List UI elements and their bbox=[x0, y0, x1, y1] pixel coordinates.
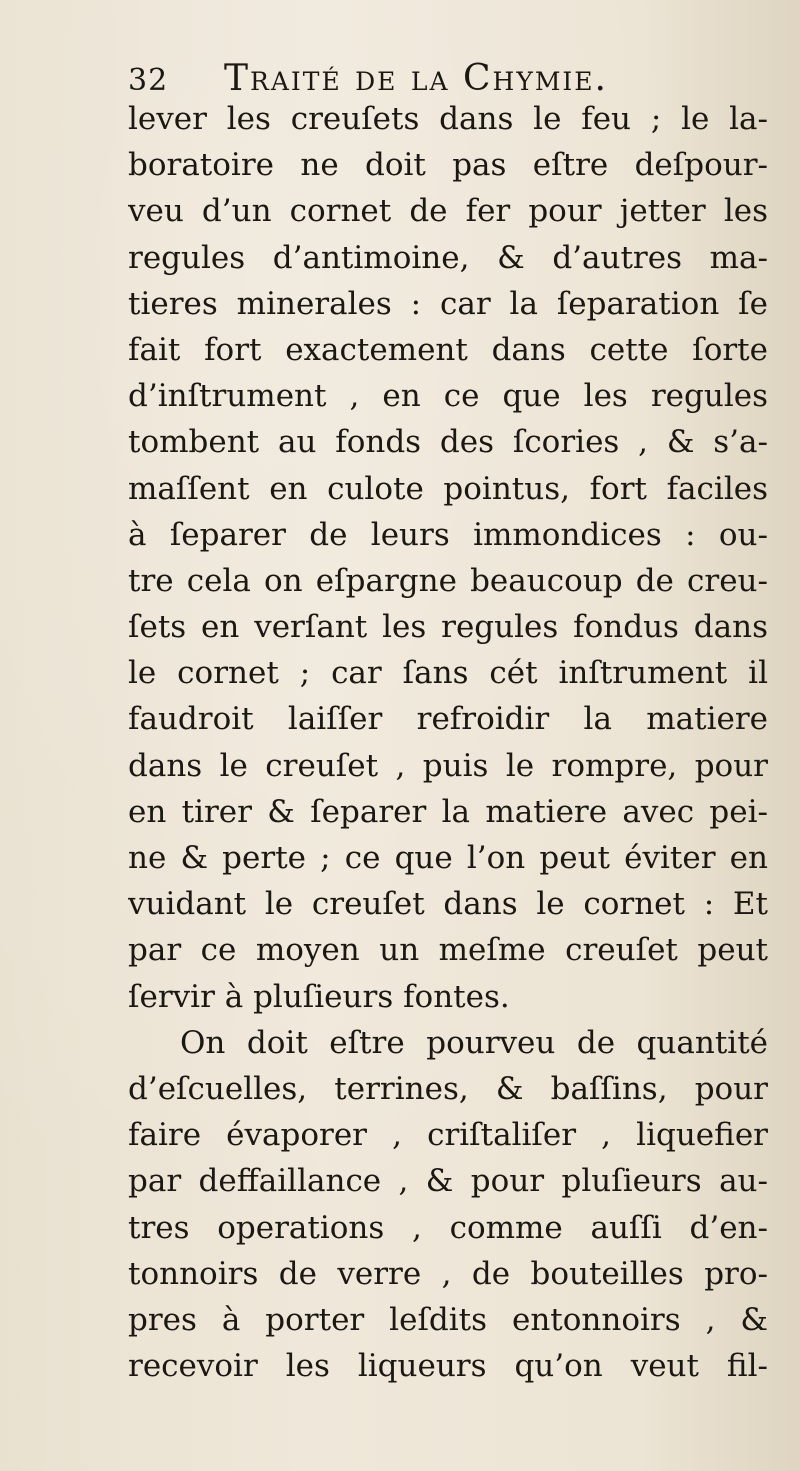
text-line: tres operations , comme auſſi d’en- bbox=[128, 1209, 768, 1246]
text-line: vuidant le creuſet dans le cornet : Et bbox=[128, 886, 768, 923]
text-line: pres à porter leſdits entonnoirs , & bbox=[128, 1301, 768, 1338]
text-line: en tirer & ſeparer la matiere avec pei- bbox=[128, 793, 768, 830]
page-number: 32 bbox=[128, 63, 169, 98]
text-line: boratoire ne doit pas eſtre deſpour- bbox=[128, 147, 768, 184]
text-line: regules d’antimoine, & d’autres ma- bbox=[128, 239, 768, 276]
text-line: tre cela on eſpargne beaucoup de creu- bbox=[128, 562, 768, 599]
text-line: ſets en verſant les regules fondus dans bbox=[128, 609, 768, 646]
text-line: dans le creuſet , puis le rompre, pour bbox=[128, 747, 768, 784]
text-line: faudroit laiſſer refroidir la matiere bbox=[128, 701, 768, 738]
text-line: par ce moyen un meſme creuſet peut bbox=[128, 932, 768, 969]
text-line: maſſent en culote pointus, fort faciles bbox=[128, 470, 768, 507]
body-text bbox=[128, 96, 768, 1389]
text-line: recevoir les liqueurs qu’on veut fil- bbox=[128, 1348, 768, 1385]
running-title: Traité de la Chymie. bbox=[224, 58, 608, 99]
text-line: d’eſcuelles, terrines, & baſſins, pour bbox=[128, 1070, 768, 1107]
text-line: ne & perte ; ce que l’on peut éviter en bbox=[128, 840, 768, 876]
text-line: le cornet ; car ſans cét inſtrument il bbox=[128, 655, 768, 692]
text-line: par deffaillance , & pour pluſieurs au- bbox=[128, 1163, 768, 1200]
text-line: tonnoirs de verre , de bouteilles pro- bbox=[128, 1255, 768, 1292]
text-line: faire évaporer , criſtaliſer , liquefier bbox=[128, 1117, 768, 1154]
paragraph-start-line: On doit eſtre pourveu de quantité bbox=[180, 1024, 768, 1061]
text-line: fait fort exactement dans cette ſorte bbox=[128, 331, 768, 368]
text-line: tieres minerales : car la ſeparation ſe bbox=[128, 285, 768, 322]
paragraph-end-line: ſervir à pluſieurs fontes. bbox=[128, 978, 510, 1015]
text-line: tombent au fonds des ſcories , & s’a- bbox=[128, 424, 768, 461]
text-line: lever les creuſets dans le feu ; le la- bbox=[128, 101, 768, 137]
text-line: d’inſtrument , en ce que les regules bbox=[128, 378, 768, 415]
text-line: à ſeparer de leurs immondices : ou- bbox=[128, 516, 768, 553]
text-line: veu d’un cornet de fer pour jetter les bbox=[128, 193, 768, 230]
